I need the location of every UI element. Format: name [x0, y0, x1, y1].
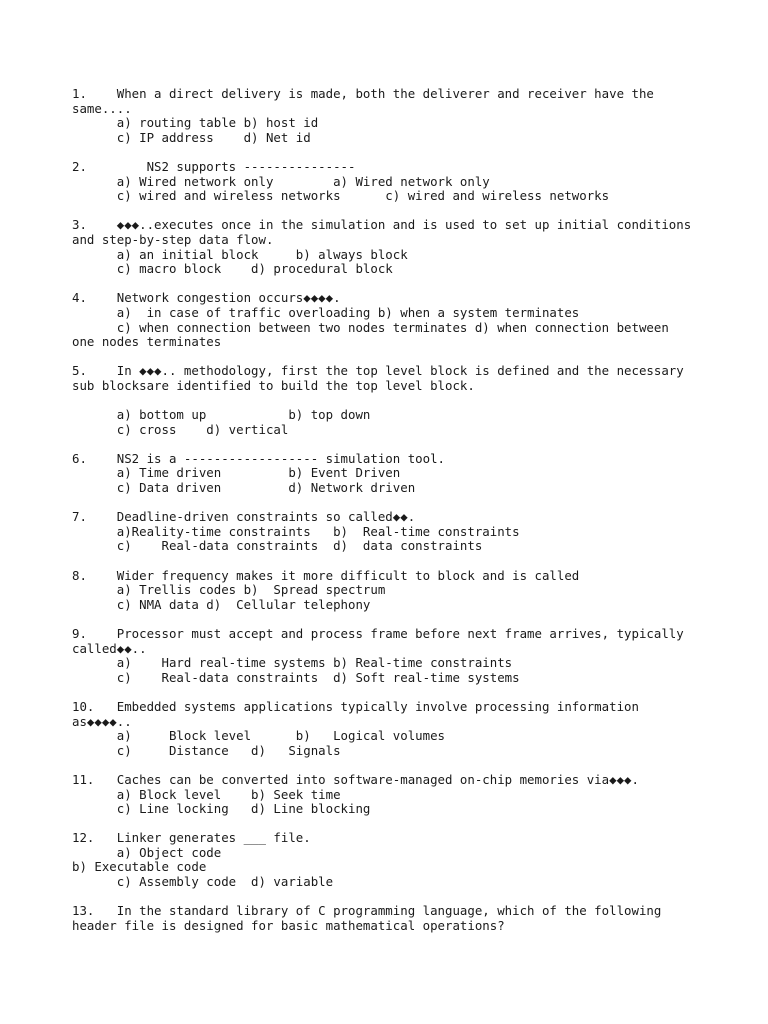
question-line: 4. Network congestion occurs◆◆◆◆.: [72, 290, 341, 306]
spacer: [72, 758, 712, 773]
question-8: [72, 569, 712, 613]
spacer: [72, 554, 712, 569]
option-line: c) macro block d) procedural block: [72, 261, 393, 277]
spacer: [72, 350, 712, 365]
question-line: header file is designed for basic mathematical operations?: [72, 917, 505, 933]
question-5: [72, 364, 712, 437]
question-line: same....: [72, 100, 132, 116]
spacer: [72, 204, 712, 219]
question-line: 9. Processor must accept and process frame before next frame arrives, typically: [72, 625, 684, 641]
spacer: [72, 612, 712, 627]
question-13: [72, 904, 712, 933]
option-line: a) routing table b) host id: [72, 115, 319, 131]
question-1: [72, 87, 712, 145]
option-line: a) bottom up b) top down: [72, 407, 371, 423]
option-line: c) Distance d) Signals: [72, 742, 341, 758]
question-line: called◆◆..: [72, 640, 147, 656]
option-line: a) in case of traffic overloading b) when a system terminates: [72, 304, 580, 320]
spacer: [72, 890, 712, 905]
option-line: c) Line locking d) Line blocking: [72, 801, 371, 817]
question-12: [72, 831, 712, 889]
spacer: [72, 685, 712, 700]
option-line: a) Block level b) Seek time: [72, 786, 341, 802]
option-line: a) Trellis codes b) Spread spectrum: [72, 582, 386, 598]
option-line: a) Wired network only a) Wired network only: [72, 173, 490, 189]
option-line: one nodes terminates: [72, 334, 222, 350]
question-document: [72, 87, 712, 933]
option-line: a) Object code: [72, 844, 222, 860]
question-9: [72, 627, 712, 685]
question-line: 11. Caches can be converted into software-managed on-chip memories via◆◆◆.: [72, 771, 639, 787]
question-7: [72, 510, 712, 554]
option-line: c) cross d) vertical: [72, 421, 289, 437]
question-line: 5. In ◆◆◆.. methodology, first the top level block is defined and the necessary: [72, 363, 684, 379]
option-line: a) Time driven b) Event Driven: [72, 465, 401, 481]
option-line: c) NMA data d) Cellular telephony: [72, 596, 371, 612]
question-6: [72, 452, 712, 496]
option-line: b) Executable code: [72, 859, 207, 875]
question-line: 6. NS2 is a ------------------ simulation tool.: [72, 450, 445, 466]
question-2: [72, 160, 712, 204]
spacer: [72, 817, 712, 832]
question-line: 10. Embedded systems applications typically involve processing information: [72, 698, 639, 714]
question-line: 2. NS2 supports ---------------: [72, 158, 356, 174]
option-line: a)Reality-time constraints b) Real-time constraints: [72, 523, 520, 539]
question-line: sub blocksare identified to build the top level block.: [72, 377, 475, 393]
question-line: 7. Deadline-driven constraints so called◆◆.: [72, 509, 416, 525]
spacer: [72, 437, 712, 452]
option-line: c) Data driven d) Network driven: [72, 480, 416, 496]
question-line: 1. When a direct delivery is made, both the deliverer and receiver have the: [72, 86, 654, 101]
option-line: c) wired and wireless networks c) wired and wireless networks: [72, 188, 610, 204]
option-line: c) Real-data constraints d) Soft real-time systems: [72, 669, 520, 685]
question-11: [72, 773, 712, 817]
question-line: and step-by-step data flow.: [72, 231, 274, 247]
question-line: 13. In the standard library of C programming language, which of the following: [72, 903, 662, 919]
question-line: as◆◆◆◆..: [72, 713, 132, 729]
option-line: a) Hard real-time systems b) Real-time constraints: [72, 655, 513, 671]
spacer: [72, 145, 712, 160]
question-line: 3. ◆◆◆..executes once in the simulation and is used to set up initial conditions: [72, 217, 692, 233]
option-line: c) when connection between two nodes terminates d) when connection between: [72, 319, 669, 335]
option-line: c) Assembly code d) variable: [72, 874, 334, 890]
option-line: c) IP address d) Net id: [72, 129, 311, 145]
option-line: a) Block level b) Logical volumes: [72, 728, 445, 744]
question-line: 8. Wider frequency makes it more difficult to block and is called: [72, 567, 580, 583]
blank-line: [72, 393, 712, 408]
question-10: [72, 700, 712, 758]
question-3: [72, 218, 712, 276]
option-line: a) an initial block b) always block: [72, 246, 408, 262]
spacer: [72, 496, 712, 511]
question-4: [72, 291, 712, 349]
spacer: [72, 277, 712, 292]
option-line: c) Real-data constraints d) data constraints: [72, 538, 483, 554]
question-line: 12. Linker generates ___ file.: [72, 830, 311, 846]
